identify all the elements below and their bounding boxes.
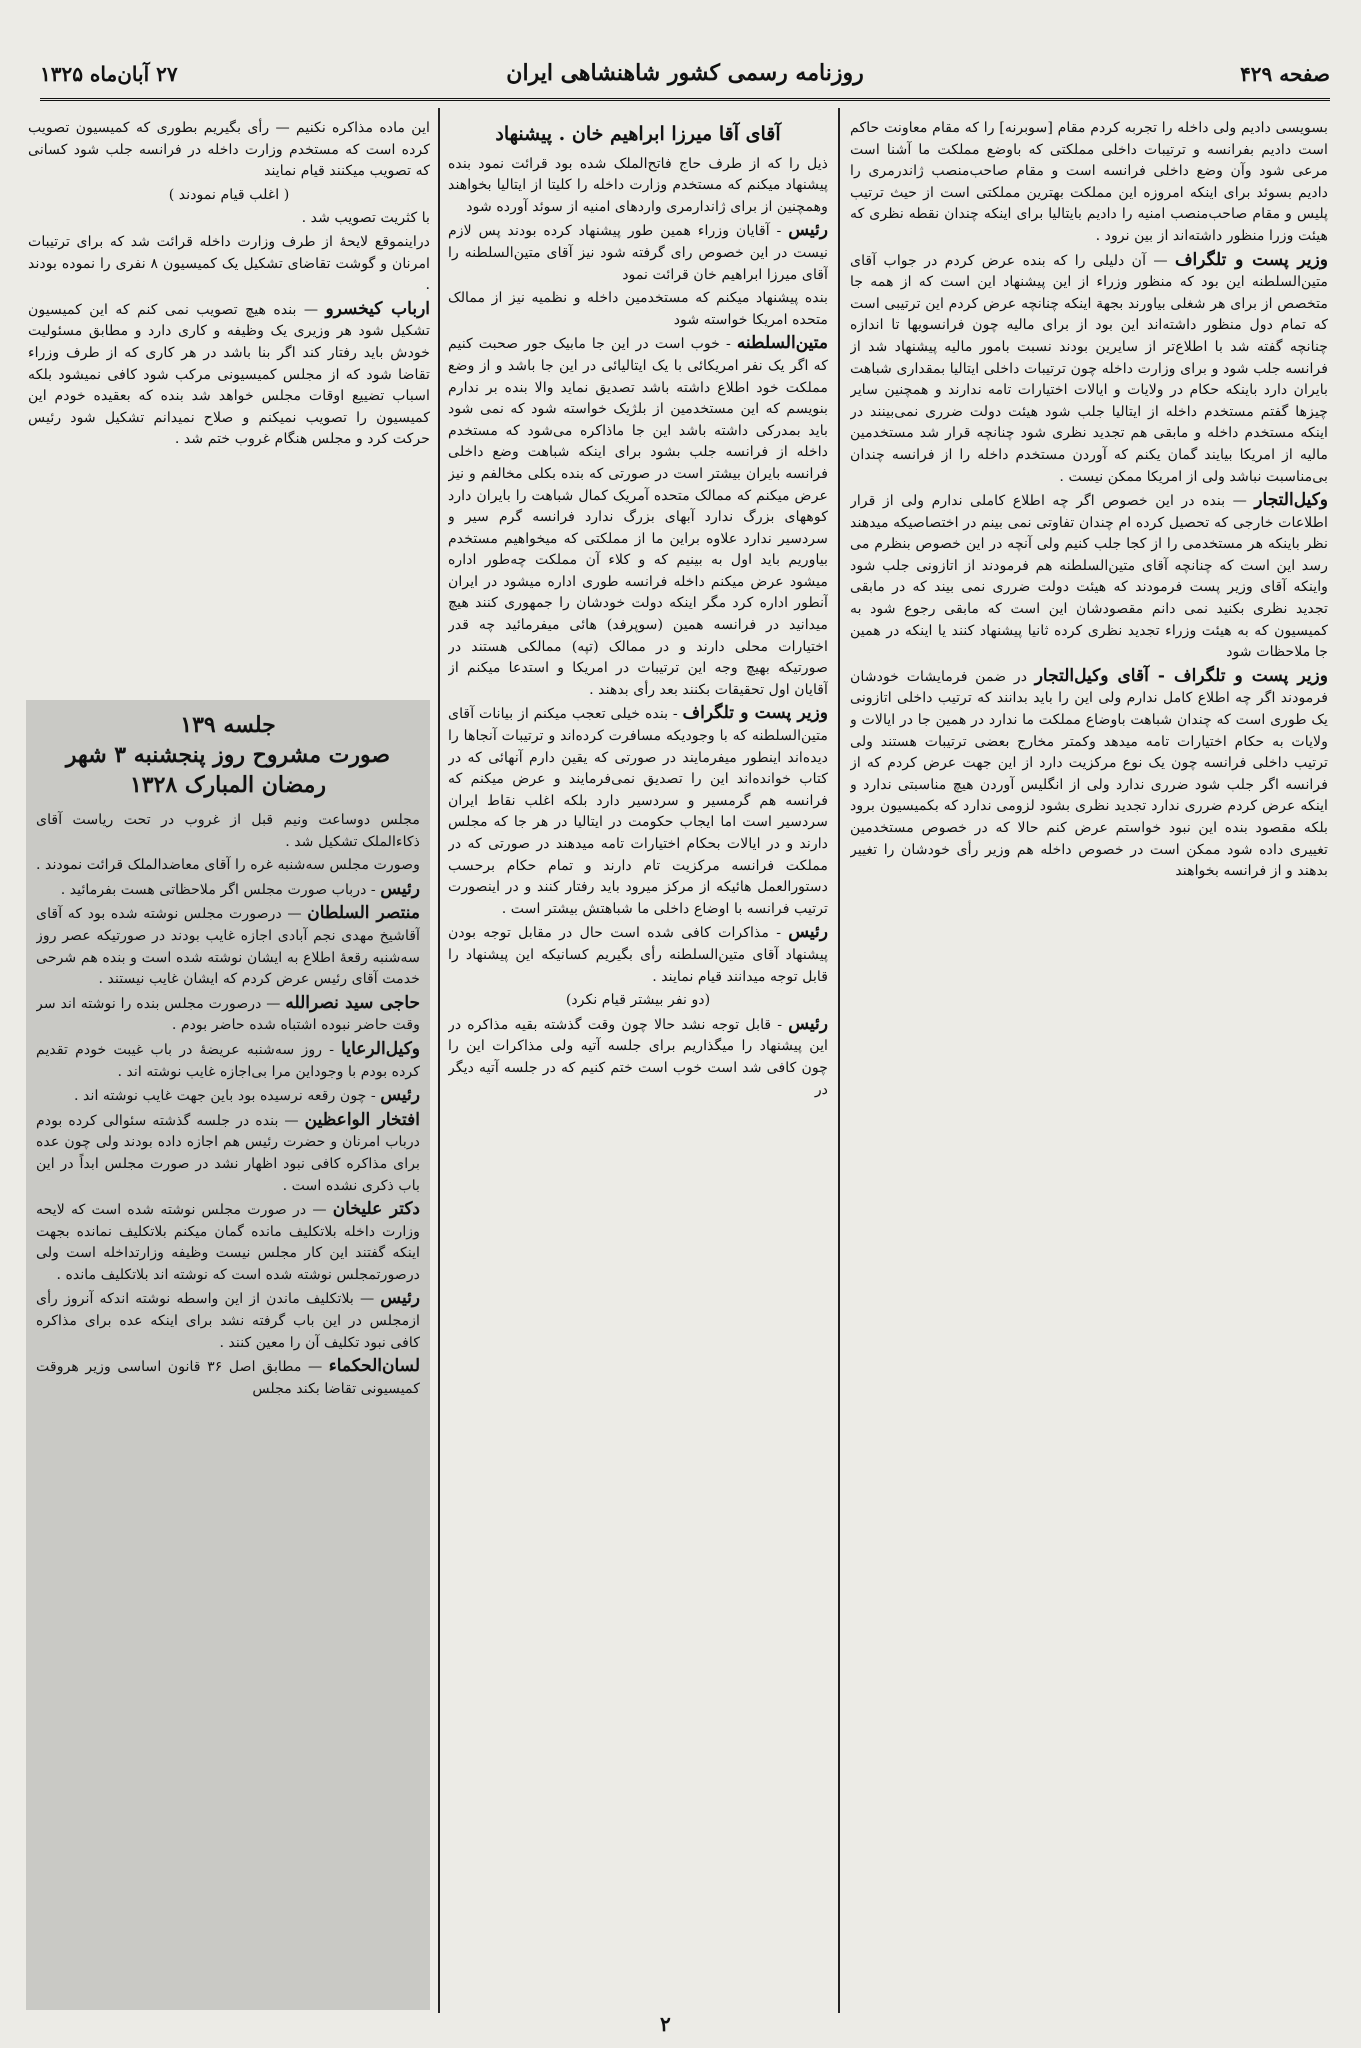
paragraph: دراینموقع لایحهٔ از طرف وزارت داخله قرائت شد که برای ترتیبات امرنان و گوشت تقاضای تشکیل یک کمیسیون ۸ نفری را نموده بودند . — [28, 233, 430, 294]
session-139-box — [26, 700, 430, 2010]
header-rule — [40, 98, 1330, 101]
paragraph: - خوب است در این جا مابیک جور صحبت کنیم که اگر یک نفر امریکائی با یک ایتالیائی در این جا باشد و از وضع مملکت خود اطلاع داشته باشد تصدیق نماید والا بنده بر ندارم بنویسم که این مستخدمین از بلژیک خواسته شود که نمی شود باید بمدرکی داشته باشد این جا ماذاکره می‌شود که مستخدم داخله از فرانسه جلب بشود برای اینکه شباهت وضع داخلی فرانسه بایران بیشتر است در صورتی که بنده بکلی مخالفم و نیز عرض میکنم که ممالک متحده آمریک کمال شباهت را بایران دارد کوههای بزرگ ندارد آبهای بزرگ ندارد فرانسه گرم سیر و سردسیر ندارد علاوه براین ما از مملکتی که میخواهیم مستخدم بیاوریم باید اول به بینیم که و کلاء آن مملکت چه‌طور اداره میشود عرض میکنم داخله فرانسه طوری اداره میشود در ایران آنطور اداره کرد مگر اینکه دولت خودشان را جمهوری کنند هیچ میدانید در فرانسه همین (سوپرفد) هائی میفرمائید چه قدر اختیارات محلی دارند و در ممالک (تپه) ممالکی هستند در صورتیکه بهیچ وجه این ترتیبات در امریکا و استدعا میکنم از آقایان اول تحقیقات بکنند بعد رأی بدهند . — [448, 336, 828, 698]
newspaper-title: روزنامه رسمی کشور شاهنشاهی ایران — [506, 60, 864, 86]
paragraph: وصورت مجلس سه‌شنبه غره را آقای معاضدالملک قرائت نمودند . — [36, 857, 420, 874]
paragraph: — درصورت مجلس بنده را نوشته اند سر وقت حاضر نبوده اشتباه شده حاضر بودم . — [36, 995, 420, 1034]
speaker-name: وزیر پست و تلگراف - آقای وکیل‌التجار — [1034, 665, 1328, 686]
paragraph: با کثریت تصویب شد . — [301, 210, 430, 227]
speaker-name: ارباب کیخسرو — [325, 298, 430, 319]
speaker-line — [448, 333, 828, 701]
vote-note: (دو نفر بیشتر قیام نکرد) — [565, 992, 711, 1009]
paragraph: بسویسی دادیم ولی داخله را تجربه کردم مقام [سوبرنه] را که مقام معاونت حاکم است دادیم بفرانسه و ترتیبات داخلی مملکتی که باوضع مملکت ما آشنا است مرعی شود وآن وضع داخلی فرانسه است و مقام صاحب‌منصب ژاندرمری را دادیم بسوئد برای اینکه امروزه این مملکت بهترین مملکتی است از حیث ترتیب پلیس و مقام صاحب‌منصب امنیه را دادیم بایتالیا برای اینکه چندان نقطه نظری که هیئت وزرا منظور داشته‌اند از بین نرود . — [850, 120, 1328, 244]
speaker-line — [850, 490, 1328, 664]
vote-note: ( اغلب قیام نمودند ) — [168, 186, 290, 203]
session-title — [36, 710, 420, 800]
session-title-line: رمضان المبارک ۱۳۲۸ — [129, 772, 327, 798]
session-title-line: جلسه ۱۳۹ — [180, 712, 276, 738]
speaker-name: رئیس — [788, 220, 828, 241]
speaker-line — [36, 1110, 420, 1197]
page-label: صفحه ۴۲۹ — [1240, 62, 1330, 86]
masthead — [40, 56, 1330, 96]
speaker-name: منتصر السلطان — [307, 903, 420, 924]
column-right — [850, 118, 1328, 2008]
speaker-name: وکیل‌الرعایا — [341, 1038, 420, 1059]
paragraph: بنده پیشنهاد میکنم که مستخدمین داخله و نظمیه نیز از ممالک متحده امریکا خواسته شود — [448, 290, 828, 328]
paragraph: — بلاتکلیف ماندن از این واسطه نوشته اندکه آنروز رأی ازمجلس در این باب گرفته نشد برای اینکه عده برای مذاکره کافی نبود تکلیف آن را معین کنند . — [36, 1291, 420, 1351]
speaker-line — [448, 922, 828, 988]
paragraph: - چون رقعه نرسیده بود باین جهت غایب نوشته اند . — [74, 1088, 376, 1105]
paragraph: — درصورت مجلس نوشته شده بود که آقای آقاشیخ مهدی نجم آبادی اجازه غایب بودند در صورتیکه عصر روز سه‌شنبه رقعهٔ اطلاع به ایشان نوشته شده است و بنده هم شرحی خدمت آقای رئیس عرض کردم که ایشان غایب نیستند . — [36, 906, 420, 988]
column-middle — [448, 118, 828, 2008]
speaker-name: دکتر علیخان — [332, 1199, 420, 1220]
paragraph: در ضمن فرمایشات خودشان فرمودند اگر چه اطلاع کامل ندارم ولی این را باید بدانند که ترتیب داخلی اتازونی یک طوری است که چندان شباهت باوضاع مملکت ما ندارد در همین جا در ایالات و ولایات به حکام اختیارات تامه میدهد وکمتر مخارج بعضی ترتیبات هستند ولی ترتیب داخلی فرانسه چون یک نوع مرکزیت دارد از این جهت عرض کردم که از فرانسه اگر جلب شود ضرری ندارد ولی از انگلیس آوردن هیچ مناسبتی ندارد و اینکه عرض کردم ضرری ندارد تجدید نظری بشود لزومی ندارد که بکمیسیون برود بلکه مقصود بنده این نبود خواستم عرض کنم حالا که در خصوص مستخدمین تغییری داده شود ممکن است در خصوص داخله هم وزیر رأی خودشان را تغییر بدهند و از فرانسه بخواهند — [850, 668, 1328, 880]
paragraph: — بنده هیچ تصویب نمی کنم که این کمیسیون تشکیل شود هر وزیری یک وظیفه و کاری دارد و مطابق مسئولیت خودش باید رفتار کند اگر بنا باشد در هر کاری که از طرف وزراء تقاضا شود که از مجلس کمیسیونی مرکب شود کافی نمیشود بلکه اسباب تضییع اوقات مجلس خواهد شد بنده که بعقیده خودم این کمیسیون را تصویب نمیکنم و صلاح نمیدانم تشکیل شود رئیس حرکت کرد و مجلس هنگام غروب ختم شد . — [28, 301, 430, 448]
speaker-line — [448, 220, 828, 286]
issue-date: ۲۷ آبان‌ماه ۱۳۲۵ — [40, 62, 178, 86]
paragraph: - قابل توجه نشد حالا چون وقت گذشته بقیه مذاکره در این پیشنهاد را میگذاریم برای جلسه آتیه ولی مذاکرات این را چون کافی شد است خوب است ختم کنیم که در جلسه آتیه دیگر در — [448, 1016, 828, 1098]
article-heading: آقای آقا میرزا ابراهیم خان . پیشنهاد — [495, 123, 781, 145]
speaker-name: حاجی سید نصرالله — [285, 992, 420, 1013]
paragraph: — آن دلیلی را که بنده عرض کردم در جواب آقای متین‌السلطنه این بود که منظور وزراء از این پیشنهاد این است که از همه جا متخصص از برای هر شغلی بیاورند بجهة اینکه چنانچه عرض کردم این ترتیبی است که تمام دول منظور داشته‌اند این بود از برای مالیه چون فرانسویها تا اندازه چنانچه گفته شد با اطلاع‌تر از سایرین بودند نسبت بامور مالیه پیشنهاد شد از فرانسه جلب شود و برای وزارت داخله چون ترتیبات داخلی ایتالیا بمقداری شباهت بایران دارد باینکه حکام در ولایات و ایالات اختیارات تامه ندارند و همچنین سایر چیزها گفتم مستخدم داخله از ایتالیا جلب شود هیئت دولت ضرری نمی‌بینند در اینکه مستخدم داخله و مابقی هم تجدید نظری شود چنانچه قرار شد مستخدمین مالیه از امریکا بیایند گمان یکنم که آوردن مستخدم داخله را از فرانسه چندان بی‌مناسبت نباشد ولی از امریکا ممکن نیست . — [850, 252, 1328, 485]
speaker-line — [448, 1014, 828, 1101]
paragraph: — در صورت مجلس نوشته شده است که لایحه وزارت داخله بلاتکلیف مانده گمان میکنم بلاتکلیف نمانده بجهت اینکه گفتند این کار مجلس نیست وظیفه وزارتداخله است ولی درصورتمجلس نوشته شده است که نوشته اند بلاتکلیف مانده . — [36, 1202, 420, 1283]
paragraph: - درباب صورت مجلس اگر ملاحظاتی هست بفرمائید . — [60, 881, 376, 898]
speaker-name: افتخار الواعظین — [304, 1109, 420, 1130]
paragraph: مجلس دوساعت ونیم قبل از غروب در تحت ریاست آقای ذکاء‌الملک تشکیل شد . — [36, 812, 420, 850]
speaker-name: رئیس — [788, 922, 828, 943]
session-139-text — [36, 710, 420, 2000]
paragraph: - آقایان وزراء همین طور پیشنهاد کرده بودند پس لازم نیست در این خصوص رای گرفته شود نیز آقای متین‌السلطنه را آقای میرزا ابراهیم خان قرائت نمود — [448, 223, 828, 283]
speaker-name: رئیس — [380, 878, 420, 899]
column-divider — [838, 108, 840, 2013]
speaker-line — [36, 1039, 420, 1083]
speaker-name: وزیر پست و تلگراف — [682, 703, 828, 724]
speaker-line — [36, 1085, 420, 1108]
paragraph: این ماده مذاکره نکنیم — رأی بگیریم بطوری که کمیسیون تصویب کرده است که مستخدم وزارت داخله در فرانسه جلب شود کسانی که تصویب میکنند قیام نمایند — [28, 120, 430, 180]
speaker-line — [36, 1288, 420, 1354]
page-number: ۲ — [660, 2012, 671, 2036]
speaker-name: رئیس — [380, 1288, 420, 1309]
speaker-line — [36, 879, 420, 902]
speaker-line — [36, 1199, 420, 1286]
paragraph: — بنده در جلسه گذشته سئوالی کرده بودم درباب امرنان و حضرت رئیس هم اجازه داده بودند ولی چون عده برای مذاکره کافی نبود اظهار نشد در صورت مجلس ابداً در این باب ذکری نشده است . — [36, 1112, 420, 1194]
speaker-name: وزیر پست و تلگراف — [1174, 249, 1328, 270]
paragraph: - بنده خیلی تعجب میکنم از بیانات آقای متین‌السلطنه که با وجودیکه مسافرت کرده‌اند و ترتیبات آنجاها را دیده‌اند اینطور میفرمایند در صورتی که یقین دارم آنهائی که در کتاب خوانده‌اند این را تصدیق نمی‌فرمایند و عرض میکنم که فرانسه هم گرمسیر و سردسیر دارد بلکه اغلب نقاط ایران سردسیر است اما ایجاب حکومت در ایتالیا در هر جا که مجلس دارند و در ایالات بحکام اختیارات تامه میدهند در صورتی که در مملکت فرانسه مرکزیت تام دارند و تمام حکام برحسب دستورالعمل هائیکه از مرکز میرود باید رفتار کنند و در اینصورت ترتیب فرانسه با اوضاع داخلی ما شباهتش بیشتر است . — [448, 706, 828, 917]
speaker-line — [36, 903, 420, 990]
speaker-line — [850, 666, 1328, 883]
speaker-name: رئیس — [788, 1013, 828, 1034]
paragraph: - روز سه‌شنبه عریضهٔ در باب غیبت خودم تقدیم کرده بودم با وجوداین مرا بی‌اجازه غایب نوشته اند . — [36, 1041, 420, 1080]
speaker-line — [36, 993, 420, 1037]
speaker-line — [850, 250, 1328, 489]
paragraph: — مطابق اصل ۳۶ قانون اساسی وزیر هروقت کمیسیونی تقاضا بکند مجلس — [36, 1359, 420, 1397]
speaker-name: وکیل‌التجار — [1254, 490, 1328, 511]
paragraph: — بنده در این خصوص اگر چه اطلاع کاملی ندارم ولی از قرار اطلاعات خارجی که تحصیل کرده ام چندان تفاوتی نمی بینم در اختصاصیکه میدهند نظر باینکه هر مستخدمی را از کجا جلب کنیم ولی آنچه در این خصوص بنظرم می رسد این است که چنانچه آقای متین‌السلطنه هم فرمودند از اتازونی جلب شود واینکه آقای وزیر پست فرمودند که هیئت دولت ضرری نمی بیند که در مابقی تجدید نظری بکنید نمی دانم مقصودشان این است که مابقی رجوع شود به کمیسیون که به هیئت وزراء تجدید نظری کرده ثانیا پیشنهاد کنند یا اینکه در همین جا ملاحظات شود — [850, 493, 1328, 661]
speaker-name: رئیس — [380, 1085, 420, 1106]
speaker-name: لسان‌الحکماء — [328, 1356, 420, 1377]
speaker-line — [36, 1356, 420, 1400]
paragraph: ذیل را که از طرف حاج فاتح‌الملک شده بود قرائت نمود بنده پیشنهاد میکنم که مستخدم وزارت داخله را کلیتا از ایتالیا بخواهند وهمچنین از برای ژاندارمری واردهای امنیه از سوئد آورده شود — [448, 155, 828, 215]
session-title-line: صورت مشروح روز پنجشنبه ۳ شهر — [65, 742, 391, 768]
column-divider — [438, 108, 440, 2013]
speaker-line — [448, 703, 828, 920]
speaker-line — [28, 299, 430, 451]
speaker-name: متین‌السلطنه — [736, 333, 828, 354]
paragraph: - مذاکرات کافی شده است حال در مقابل توجه بودن پیشنهاد آقای متین‌السلطنه رأی بگیریم کسانیکه این پیشنهاد را قابل توجه میدانند قیام نمایند . — [448, 925, 828, 985]
